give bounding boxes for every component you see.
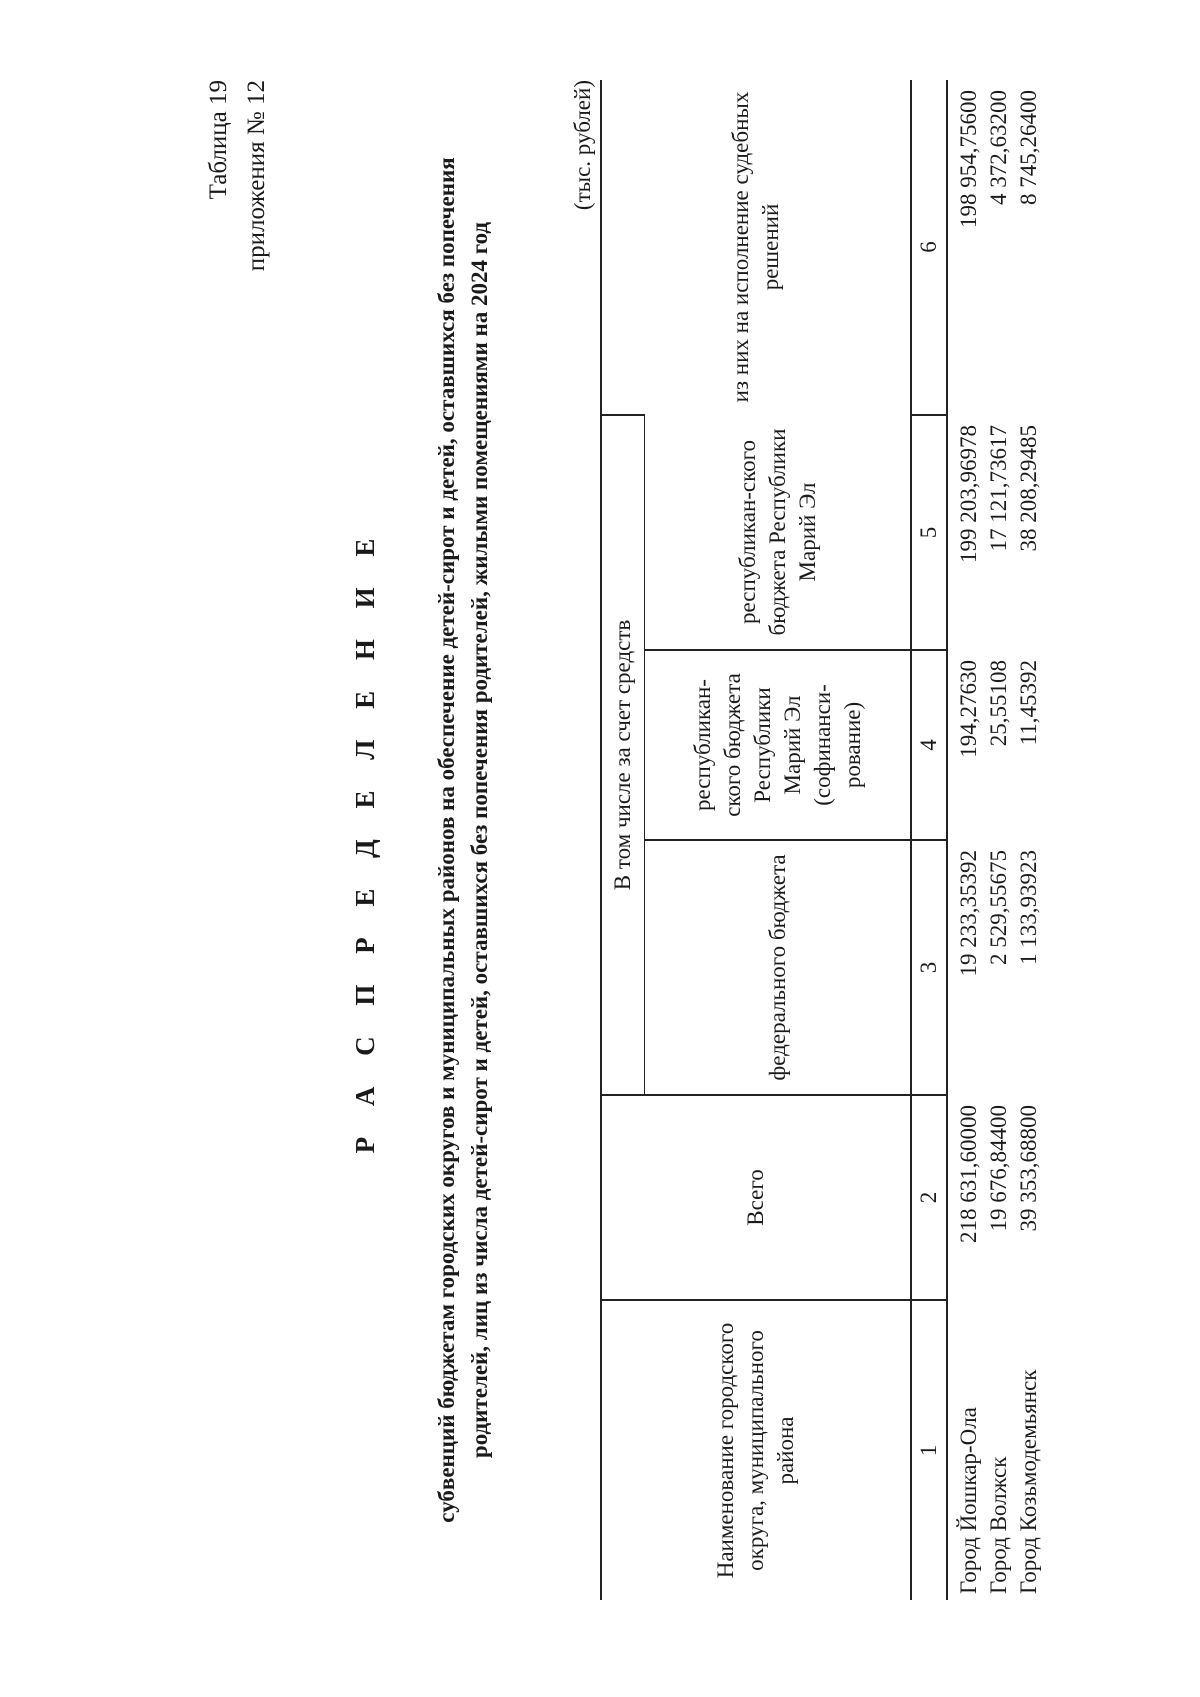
header-court: из них на исполнение судебных решений: [601, 80, 911, 415]
header-republic-cofin: республикан-ского бюджета Республики Марий Эл (софинанси-рование): [645, 650, 912, 840]
row-republic: 17 121,73617: [986, 425, 1011, 552]
row-name: Город Козьмодемьянск: [1016, 1369, 1041, 1594]
header-group: В том числе за счет средств: [601, 415, 645, 1095]
row-republic-cofin: 25,55108: [986, 660, 1011, 747]
row-name: Город Йошкар-Ола: [956, 1407, 981, 1594]
header-total: Всего: [601, 1095, 911, 1300]
row-total: 39 353,68800: [1016, 1105, 1041, 1232]
row-republic-cofin: 194,27630: [956, 660, 981, 758]
column-number: 4: [911, 650, 947, 840]
row-federal: 1 133,93923: [1016, 850, 1041, 965]
column-number: 3: [911, 840, 947, 1095]
units-label: (тыс. рублей): [570, 80, 595, 211]
row-federal: 2 529,55675: [986, 850, 1011, 965]
row-court: 198 954,75600: [956, 90, 981, 228]
row-court: 4 372,63200: [986, 90, 1011, 205]
header-federal: федерального бюджета: [645, 840, 912, 1095]
column-number: 6: [911, 80, 947, 415]
row-name: Город Волжск: [986, 1456, 1011, 1594]
header-republic: республикан-ского бюджета Республики Марий Эл: [645, 415, 912, 650]
document-subtitle: субвенций бюджетам городских округов и муниципальных районов на обеспечение детей-сирот и детей, оставшихся без попечения родителей, лиц из числа детей-сирот и детей, оставшихся без попечения родителей, жилыми помещениями на 2024 год: [434, 157, 492, 1523]
table-row: [1014, 80, 1044, 1600]
table-reference: [200, 80, 276, 271]
row-total: 218 631,60000: [956, 1105, 981, 1243]
row-federal: 19 233,35392: [956, 850, 981, 977]
reference-line-1: Таблица 19: [205, 80, 232, 200]
header-name: Наименование городского округа, муниципального района: [601, 1300, 911, 1600]
row-court: 8 745,26400: [1016, 90, 1041, 205]
table-row: [984, 80, 1014, 1600]
row-republic-cofin: 11,45392: [1016, 660, 1041, 746]
reference-line-2: приложения № 12: [243, 80, 270, 272]
row-total: 19 676,84400: [986, 1105, 1011, 1232]
column-number: 2: [911, 1095, 947, 1300]
column-number: 1: [911, 1300, 947, 1600]
distribution-table: [600, 80, 1044, 1600]
row-republic: 38 208,29485: [1016, 425, 1041, 552]
rotated-page: [200, 80, 1200, 1600]
column-number: 5: [911, 415, 947, 650]
table-row: [947, 80, 984, 1600]
row-republic: 199 203,96978: [956, 425, 981, 563]
document-title: Р А С П Р Е Д Е Л Е Н И Е: [350, 526, 380, 1154]
